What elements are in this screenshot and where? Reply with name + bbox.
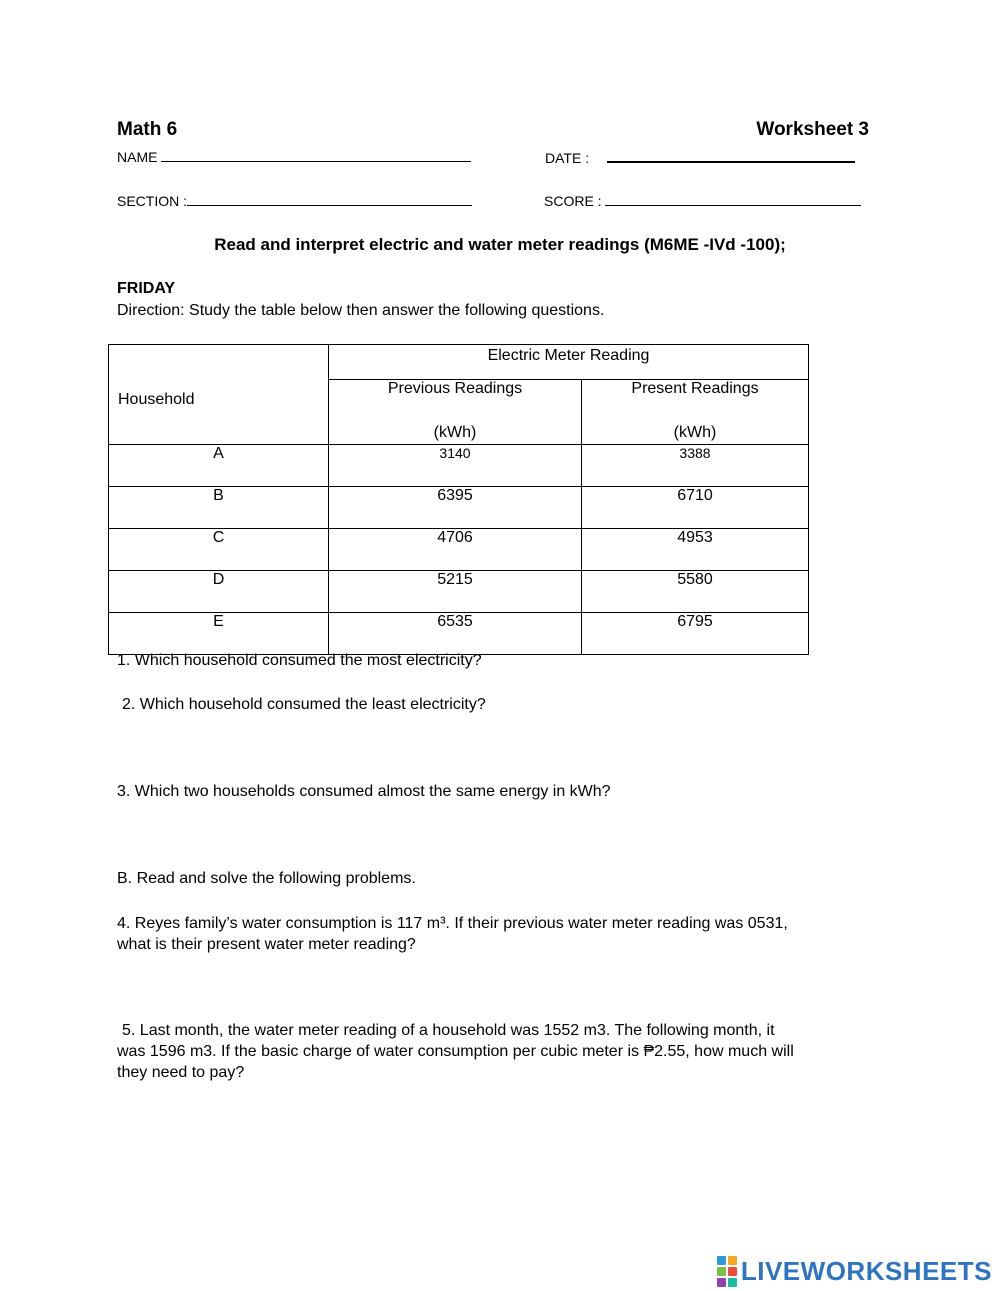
question-5-line-3: they need to pay? — [117, 1064, 245, 1081]
previous-readings-header — [329, 380, 582, 445]
present-cell: 4953 — [582, 529, 809, 571]
table-row — [109, 487, 809, 529]
date-field[interactable] — [545, 147, 855, 166]
liveworksheets-wordmark: LIVEWORKSHEETS — [740, 1256, 992, 1286]
table-row — [109, 571, 809, 613]
present-readings-label: Present Readings — [631, 380, 759, 397]
learning-objective: Read and interpret electric and water meter readings (M6ME -IVd -100); — [214, 235, 786, 254]
question-2: 2. Which household consumed the least electricity? — [122, 696, 486, 713]
previous-cell: 6535 — [329, 613, 582, 655]
part-b-heading: B. Read and solve the following problems. — [117, 870, 416, 887]
present-cell: 6710 — [582, 487, 809, 529]
question-4-line-2: what is their present water meter reading? — [117, 936, 416, 953]
household-cell: B — [109, 487, 329, 529]
present-cell: 3388 — [582, 445, 809, 487]
table-row — [109, 613, 809, 655]
question-5-line-1: 5. Last month, the water meter reading of a household was 1552 m3. The following month, it — [122, 1022, 775, 1039]
section-field[interactable] — [117, 191, 472, 209]
household-cell: E — [109, 613, 329, 655]
liveworksheets-logo — [717, 1256, 992, 1287]
electric-meter-table — [108, 344, 809, 655]
table-header-row — [109, 345, 809, 380]
household-cell: D — [109, 571, 329, 613]
previous-unit-label: (kWh) — [433, 424, 477, 441]
household-header: Household — [109, 345, 329, 445]
question-5-line-2: was 1596 m3. If the basic charge of water consumption per cubic meter is ₱2.55, how much will — [117, 1043, 794, 1060]
subject-title: Math 6 — [117, 119, 178, 140]
section-blank[interactable] — [187, 191, 472, 206]
direction-text: Direction: Study the table below then answer the following questions. — [117, 302, 605, 319]
question-1: 1. Which household consumed the most electricity? — [117, 652, 482, 669]
worksheet-title: Worksheet 3 — [756, 119, 869, 140]
logo-block — [728, 1278, 737, 1287]
liveworksheets-icon — [717, 1256, 737, 1287]
score-blank[interactable] — [605, 191, 861, 206]
score-label: SCORE : — [544, 193, 602, 209]
present-unit-label: (kWh) — [673, 424, 717, 441]
previous-readings-label: Previous Readings — [387, 380, 523, 397]
table-row — [109, 529, 809, 571]
previous-cell: 4706 — [329, 529, 582, 571]
question-4 — [117, 913, 897, 955]
household-cell: C — [109, 529, 329, 571]
household-cell: A — [109, 445, 329, 487]
previous-cell: 3140 — [329, 445, 582, 487]
previous-cell: 6395 — [329, 487, 582, 529]
question-4-line-1: 4. Reyes family’s water consumption is 117 m³. If their previous water meter reading was 0531, — [117, 915, 788, 932]
logo-block — [717, 1267, 726, 1276]
present-cell: 5580 — [582, 571, 809, 613]
table-row — [109, 445, 809, 487]
date-blank[interactable] — [607, 147, 855, 163]
name-blank[interactable] — [161, 147, 471, 162]
day-label: FRIDAY — [117, 280, 176, 297]
present-readings-header — [582, 380, 809, 445]
logo-block — [728, 1256, 737, 1265]
score-field[interactable] — [544, 191, 861, 209]
logo-block — [717, 1278, 726, 1287]
previous-cell: 5215 — [329, 571, 582, 613]
question-5 — [117, 1020, 897, 1083]
present-cell: 6795 — [582, 613, 809, 655]
name-field[interactable] — [117, 147, 471, 165]
electric-meter-header: Electric Meter Reading — [329, 345, 809, 380]
logo-block — [728, 1267, 737, 1276]
section-label: SECTION : — [117, 193, 188, 209]
name-label: NAME — [117, 149, 158, 165]
logo-block — [717, 1256, 726, 1265]
date-label: DATE : — [545, 150, 590, 166]
question-3: 3. Which two households consumed almost the same energy in kWh? — [117, 783, 611, 800]
